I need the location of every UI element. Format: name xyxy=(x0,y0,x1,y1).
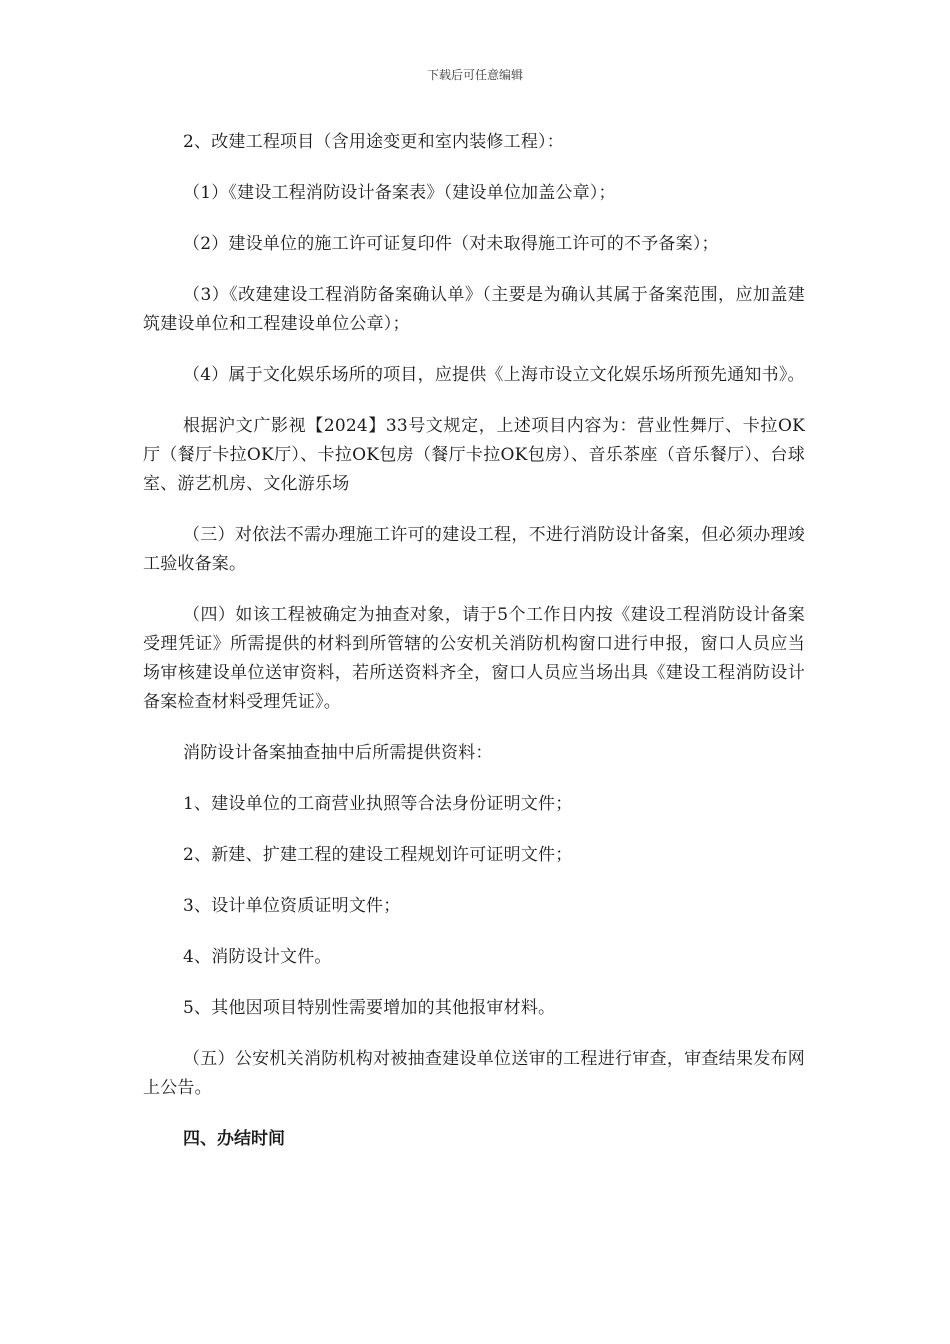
list-item: 5、其他因项目特别性需要增加的其他报审材料。 xyxy=(183,998,556,1018)
list-item: 4、消防设计文件。 xyxy=(183,947,332,967)
list-item: 3、设计单位资质证明文件； xyxy=(183,896,401,916)
document-body xyxy=(143,128,805,1154)
section-heading: 四、办结时间 xyxy=(183,1129,285,1149)
paragraph: （2）建设单位的施工许可证复印件（对未取得施工许可的不予备案）； xyxy=(183,234,719,254)
paragraph: （五）公安机关消防机构对被抽查建设单位送审的工程进行审查，审查结果发布网上公告。 xyxy=(143,1049,805,1098)
list-item: 1、建设单位的工商营业执照等合法身份证明文件； xyxy=(183,794,573,814)
paragraph: （4）属于文化娱乐场所的项目，应提供《上海市设立文化娱乐场所预先通知书》。 xyxy=(183,365,805,385)
paragraph: 消防设计备案抽查抽中后所需提供资料： xyxy=(183,743,493,763)
page-header: 下载后可任意编辑 xyxy=(426,68,523,82)
paragraph: （3）《改建建设工程消防备案确认单》（主要是为确认其属于备案范围，应加盖建筑建设单位和工程建设单位公章）； xyxy=(143,285,805,334)
paragraph: （三）对依法不需办理施工许可的建设工程，不进行消防设计备案，但必须办理竣工验收备案。 xyxy=(143,525,805,574)
paragraph: （四）如该工程被确定为抽查对象，请于5个工作日内按《建设工程消防设计备案受理凭证》所需提供的材料到所管辖的公安机关消防机构窗口进行申报，窗口人员应当场审核建设单位送审资料，若所送资料齐全，窗口人员应当场出具《建设工程消防设计备案检查材料受理凭证》。 xyxy=(143,605,805,712)
paragraph: 根据沪文广影视【2024】33号文规定，上述项目内容为：营业性舞厅、卡拉OK厅（餐厅卡拉OK厅）、卡拉OK包房（餐厅卡拉OK包房）、音乐茶座（音乐餐厅）、台球室、游艺机房、文化游乐场 xyxy=(143,416,805,494)
paragraph: 2、改建工程项目（含用途变更和室内装修工程）： xyxy=(183,132,564,152)
list-item: 2、新建、扩建工程的建设工程规划许可证明文件； xyxy=(183,845,573,865)
paragraph: （1）《建设工程消防设计备案表》（建设单位加盖公章）； xyxy=(183,183,616,203)
